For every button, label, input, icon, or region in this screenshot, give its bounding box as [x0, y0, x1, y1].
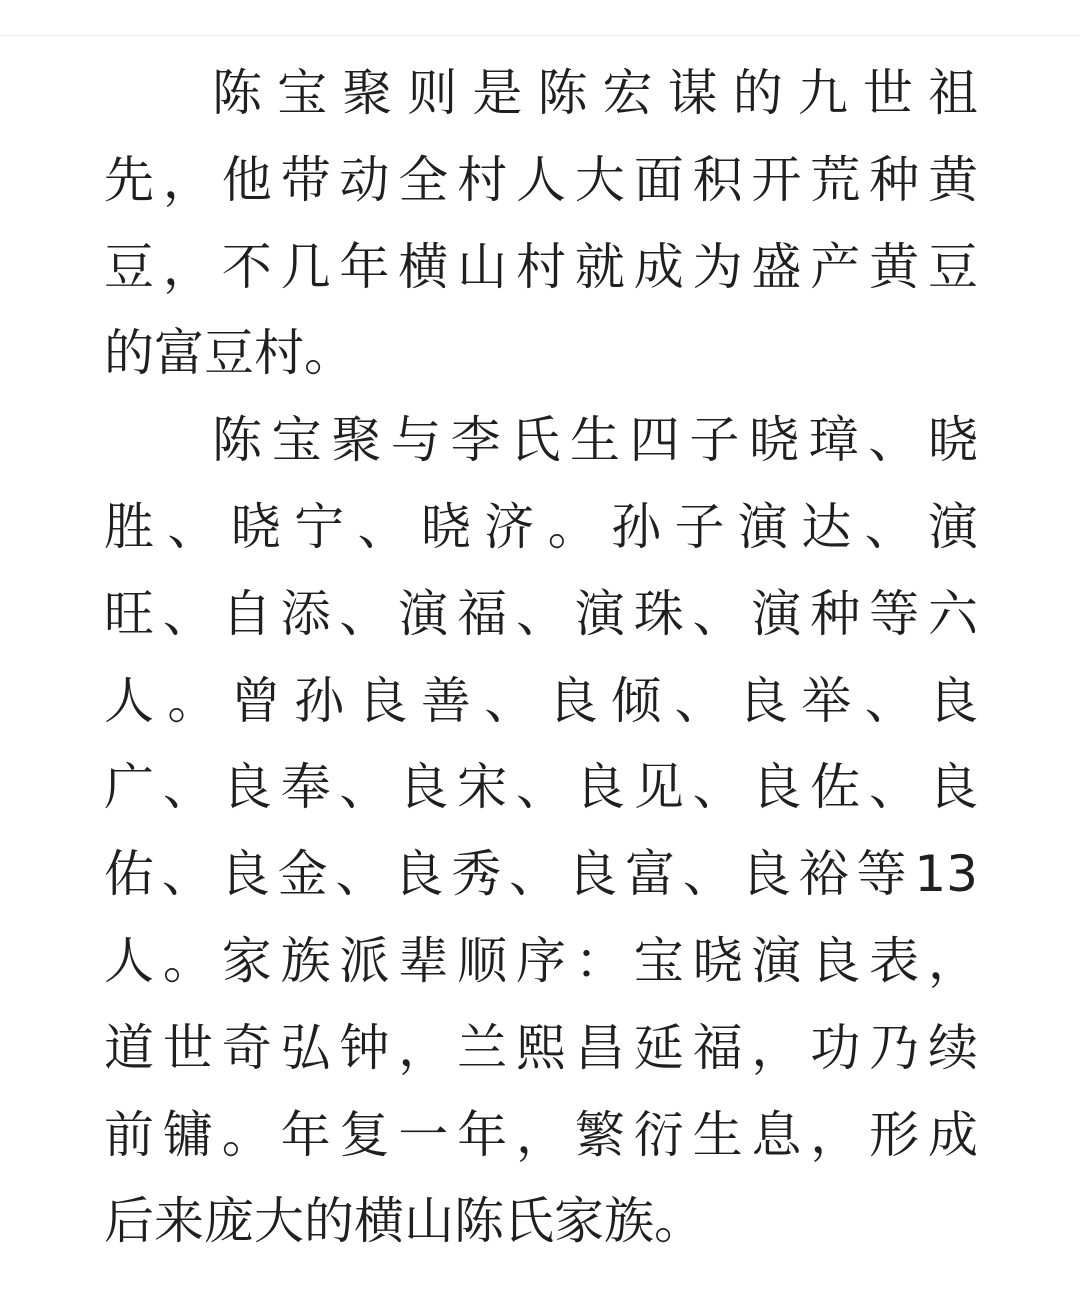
- article-body: [104, 50, 978, 1265]
- paragraph-1: [104, 50, 978, 397]
- text-line: 人。曾孙良善、良倾、良举、良: [104, 671, 978, 730]
- text-line: 道世奇弘钟，兰熙昌延福，功乃续: [104, 1018, 978, 1077]
- text-line: 佑、良金、良秀、良富、良裕等13: [104, 845, 978, 904]
- text-line: 陈宝聚则是陈宏谋的九世祖: [212, 64, 978, 122]
- text-line: 广、良奉、良宋、良见、良佐、良: [104, 758, 978, 817]
- text-line: 前镛。年复一年，繁衍生息，形成: [104, 1105, 978, 1164]
- text-line: 胜、晓宁、晓济。孙子演达、演: [104, 497, 978, 556]
- text-line: 旺、自添、演福、演珠、演种等六: [104, 584, 978, 643]
- top-divider: [0, 35, 1080, 36]
- paragraph-2: [104, 397, 978, 1265]
- text-line: 后来庞大的横山陈氏家族。: [104, 1192, 704, 1251]
- text-line: 先，他带动全村人大面积开荒种黄: [104, 150, 978, 209]
- text-line: 的富豆村。: [104, 324, 354, 383]
- text-line: 陈宝聚与李氏生四子晓璋、晓: [212, 411, 978, 470]
- text-line: 人。家族派辈顺序：宝晓演良表，: [104, 931, 978, 990]
- text-line: 豆，不几年横山村就成为盛产黄豆: [104, 237, 978, 296]
